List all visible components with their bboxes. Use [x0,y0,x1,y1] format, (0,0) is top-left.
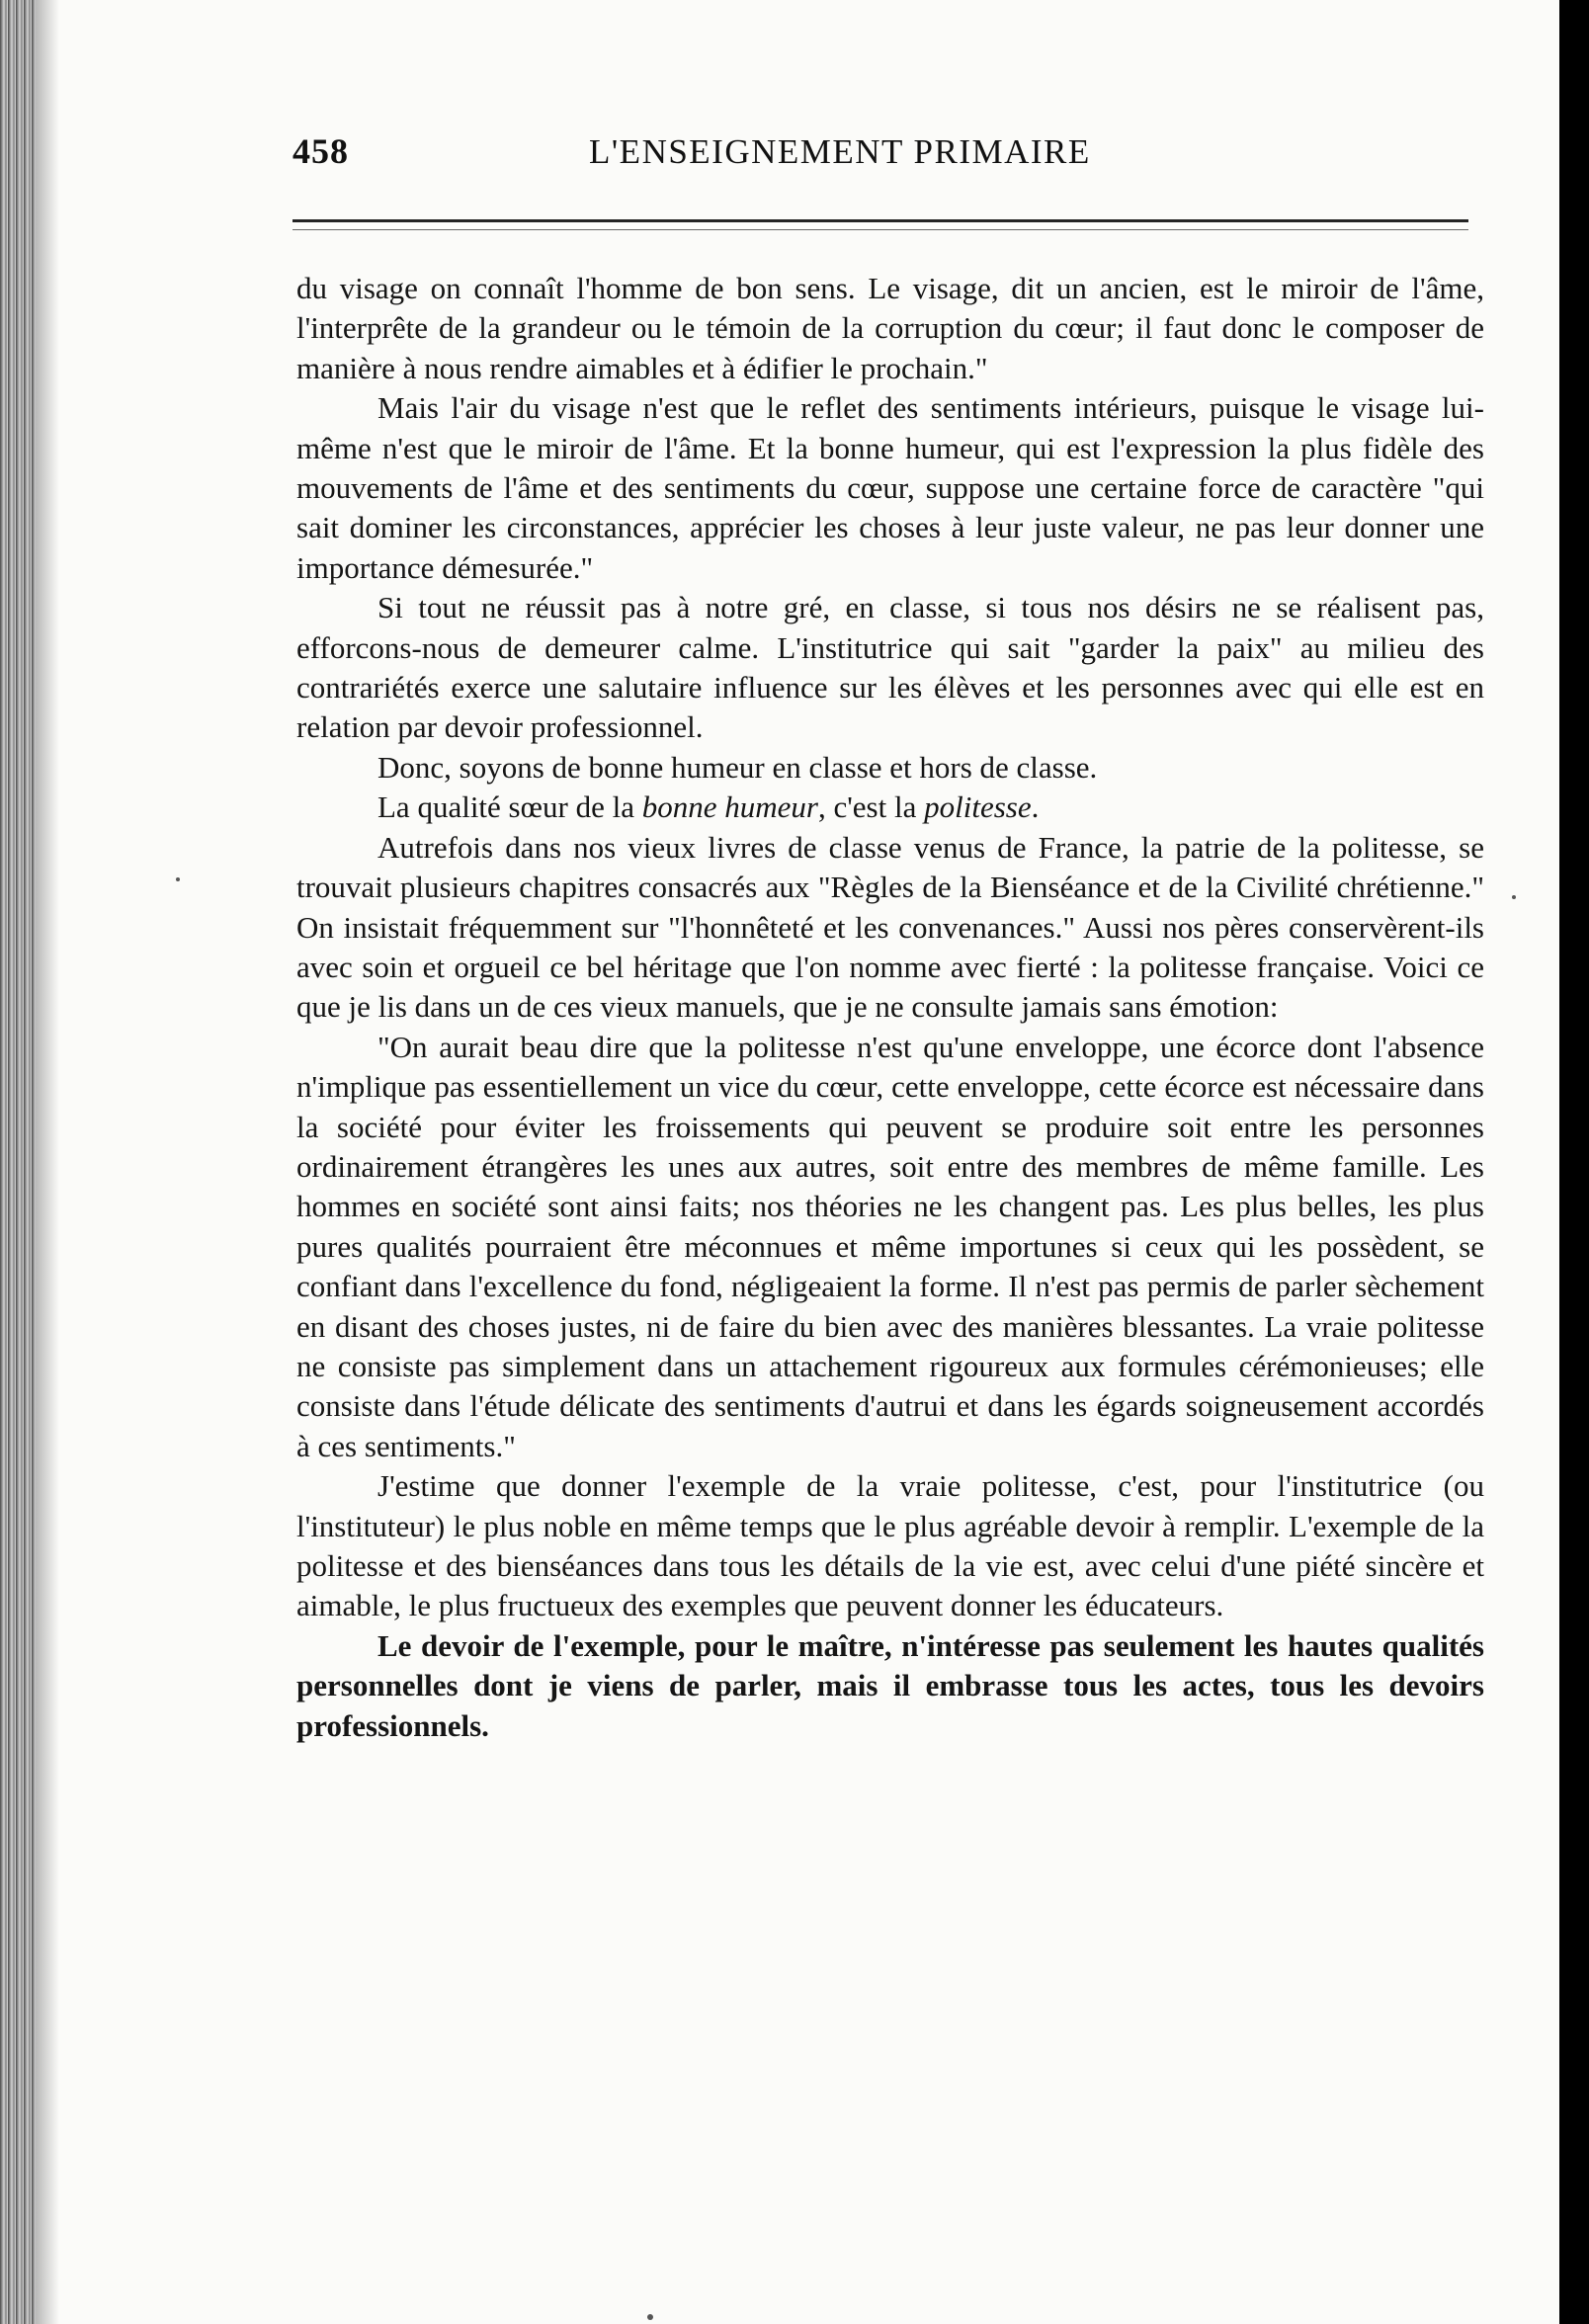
paper-speck [1512,895,1516,899]
paragraph-6: Autrefois dans nos vieux livres de classe venus de France, la patrie de la politesse, se trouvait plusieurs chapitres consacrés aux "Règles de la Bienséance et de la Civilité chrétienne." On insistait fréquemment sur "l'honnêteté et les convenances." Aussi nos pères conservèrent-ils avec soin et orgueil ce bel héritage que l'on nomme avec fierté : la politesse française. Voici ce que je lis dans un de ces vieux manuels, que je ne consulte jamais sans émotion: [296,829,1484,1025]
paragraph-5 [296,788,1484,827]
emphasis-bonne-humeur: bonne humeur [641,789,818,825]
running-title: L'ENSEIGNEMENT PRIMAIRE [589,132,1091,171]
scan-border [1559,0,1589,2324]
page-number: 458 [293,131,349,171]
paragraph-3: Si tout ne réussit pas à notre gré, en classe, si tous nos désirs ne se réalisent pas, efforcons-nous de demeurer calme. L'institutrice qui sait "garder la paix" au milieu des contrariétés exerce une salutaire influence sur les élèves et les personnes avec qui elle est en relation par devoir professionnel. [296,590,1484,745]
paragraph-2: Mais l'air du visage n'est que le reflet des sentiments intérieurs, puisque le visage lui-même n'est que le miroir de l'âme. Et la bonne humeur, qui est l'expression la plus fidèle des mouvements de l'âme et des sentiments du cœur, suppose une certaine force de caractère "qui sait dominer les circonstances, apprécier les choses à leur juste valeur, ne pas leur donner une importance démesurée." [296,390,1484,585]
paragraph-8: J'estime que donner l'exemple de la vraie politesse, c'est, pour l'institutrice (ou l'instituteur) le plus noble en même temps que le plus agréable devoir à remplir. L'exemple de la politesse et des bienséances dans tous les détails de la vie est, avec celui d'une piété sincère et aimable, le plus fructueux des exemples que peuvent donner les éducateurs. [296,1468,1484,1623]
book-gutter [0,0,36,2324]
paragraph-9: Le devoir de l'exemple, pour le maître, n'intéresse pas seulement les hautes qualités personnelles dont je viens de parler, mais il embrasse tous les actes, tous les devoirs professionnels. [296,1627,1484,1743]
header-rule-thin [293,229,1468,230]
paper-speck [647,2314,653,2320]
paragraph-1: du visage on connaît l'homme de bon sens. Le visage, dit un ancien, est le miroir de l'âme, l'interprête de la grandeur ou le témoin de la corruption du cœur; il faut donc le composer de manière à nous rendre aimables et à édifier le prochain." [296,271,1484,385]
block-quote: "On aurait beau dire que la politesse n'est qu'une enveloppe, une écorce dont l'absence n'implique pas essentiellement un vice du cœur, cette enveloppe, cette écorce est nécessaire dans la société pour éviter les froissements qui peuvent se produire soit entre les personnes ordinairement étrangères les unes aux autres, soit entre des membres de même famille. Les hommes en société sont ainsi faits; nos théories ne les changent pas. Les plus belles, les plus pures qualités pourraient être méconnues et même importunes si ceux qui les possèdent, se confiant dans l'excellence du fond, négligeaient la forme. Il n'est pas permis de parler sèchement en disant des choses justes, ni de faire du bien avec des manières blessantes. La vraie politesse ne consiste pas simplement dans un attachement rigoureux aux formules cérémonieuses; elle consiste dans l'étude délicate des sentiments d'autrui et dans les égards soigneusement accordés à ces sentiments." [296,1029,1484,1463]
running-head [293,130,1478,190]
header-rule [293,219,1468,222]
paragraph-5-prefix: La qualité sœur de la [377,789,642,825]
paragraph-5-middle: , c'est la [817,789,925,825]
body-text [296,269,1484,1746]
paragraph-5-suffix: . [1031,789,1040,825]
paragraph-4: Donc, soyons de bonne humeur en classe et hors de classe. [377,749,1098,785]
emphasis-politesse: politesse [924,789,1032,825]
paper-speck [176,877,180,881]
gutter-shadow [36,0,59,2324]
